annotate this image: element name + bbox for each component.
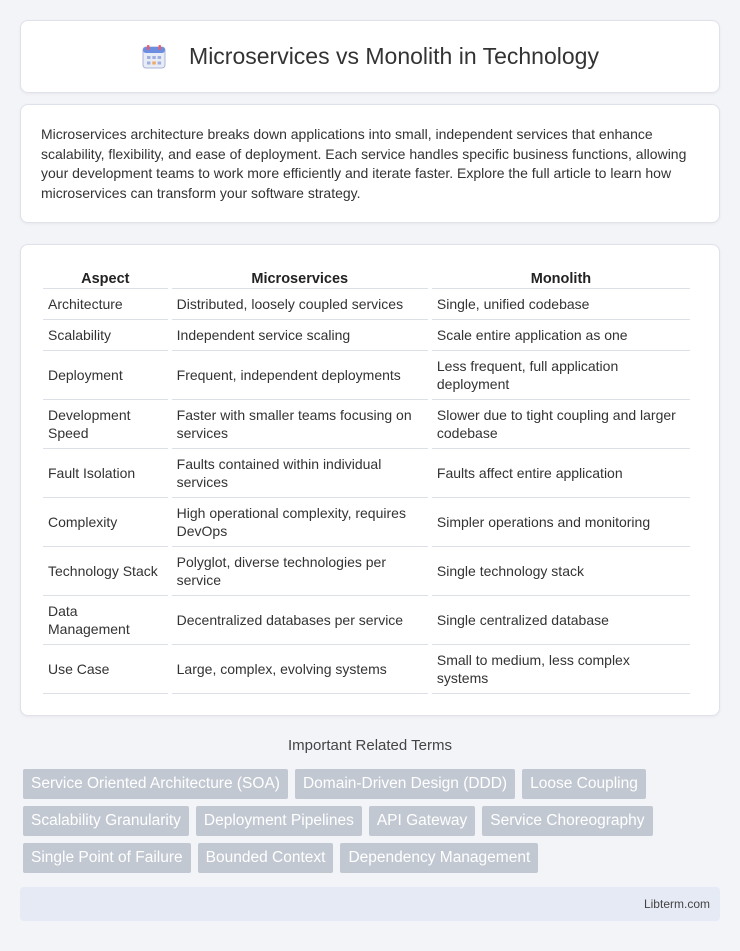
cell-microservices: Decentralized databases per service [172,596,428,645]
cell-monolith: Simpler operations and monitoring [432,498,690,547]
tag-dependency-management[interactable]: Dependency Management [340,843,538,873]
table-row [43,596,690,645]
cell-monolith: Single centralized database [432,596,690,645]
table-row [43,498,690,547]
cell-aspect: Use Case [43,645,168,694]
header-monolith: Monolith [432,265,690,289]
comparison-card [20,244,720,716]
cell-monolith: Small to medium, less complex systems [432,645,690,694]
table-row [43,645,690,694]
table-row [43,289,690,320]
footer-brand-link[interactable]: Libterm.com [643,897,710,911]
cell-aspect: Architecture [43,289,168,320]
tag-row [23,806,723,836]
cell-aspect: Development Speed [43,400,168,449]
footer [20,887,720,921]
intro-text: Microservices architecture breaks down applications into small, independent services that enhance scalability, flexibility, and ease of deployment. Each service handles specific business functions, allowing your development teams to work more efficiently and iterate faster. Explore the full article to learn how microservices can transform your software strategy. [41,126,687,201]
cell-aspect: Deployment [43,351,168,400]
table-header-row [43,265,690,289]
cell-monolith: Scale entire application as one [432,320,690,351]
cell-aspect: Technology Stack [43,547,168,596]
cell-microservices: Polyglot, diverse technologies per service [172,547,428,596]
cell-microservices: Large, complex, evolving systems [172,645,428,694]
cell-monolith: Less frequent, full application deployment [432,351,690,400]
comparison-table [39,265,694,694]
cell-aspect: Fault Isolation [43,449,168,498]
table-row [43,400,690,449]
calendar-icon [141,44,167,70]
tag-soa[interactable]: Service Oriented Architecture (SOA) [23,769,288,799]
cell-monolith: Slower due to tight coupling and larger codebase [432,400,690,449]
table-row [43,547,690,596]
cell-aspect: Scalability [43,320,168,351]
tag-api-gateway[interactable]: API Gateway [369,806,475,836]
cell-microservices: Frequent, independent deployments [172,351,428,400]
tag-row [23,843,723,873]
related-terms-list [23,769,723,880]
table-row [43,351,690,400]
header-microservices: Microservices [172,265,428,289]
header-aspect: Aspect [43,265,168,289]
cell-monolith: Faults affect entire application [432,449,690,498]
tag-ddd[interactable]: Domain-Driven Design (DDD) [295,769,515,799]
cell-microservices: Faults contained within individual services [172,449,428,498]
cell-aspect: Data Management [43,596,168,645]
title-card [20,20,720,93]
cell-aspect: Complexity [43,498,168,547]
cell-microservices: High operational complexity, requires DevOps [172,498,428,547]
related-terms-heading: Important Related Terms [288,737,452,754]
cell-microservices: Independent service scaling [172,320,428,351]
table-row [43,320,690,351]
cell-microservices: Distributed, loosely coupled services [172,289,428,320]
cell-monolith: Single technology stack [432,547,690,596]
cell-microservices: Faster with smaller teams focusing on services [172,400,428,449]
tag-service-choreography[interactable]: Service Choreography [482,806,652,836]
cell-monolith: Single, unified codebase [432,289,690,320]
intro-card [20,104,720,223]
tag-row [23,769,723,799]
page-title: Microservices vs Monolith in Technology [189,43,599,69]
tag-single-point-of-failure[interactable]: Single Point of Failure [23,843,191,873]
tag-scalability-granularity[interactable]: Scalability Granularity [23,806,189,836]
tag-deployment-pipelines[interactable]: Deployment Pipelines [196,806,362,836]
tag-bounded-context[interactable]: Bounded Context [198,843,334,873]
tag-loose-coupling[interactable]: Loose Coupling [522,769,646,799]
table-row [43,449,690,498]
